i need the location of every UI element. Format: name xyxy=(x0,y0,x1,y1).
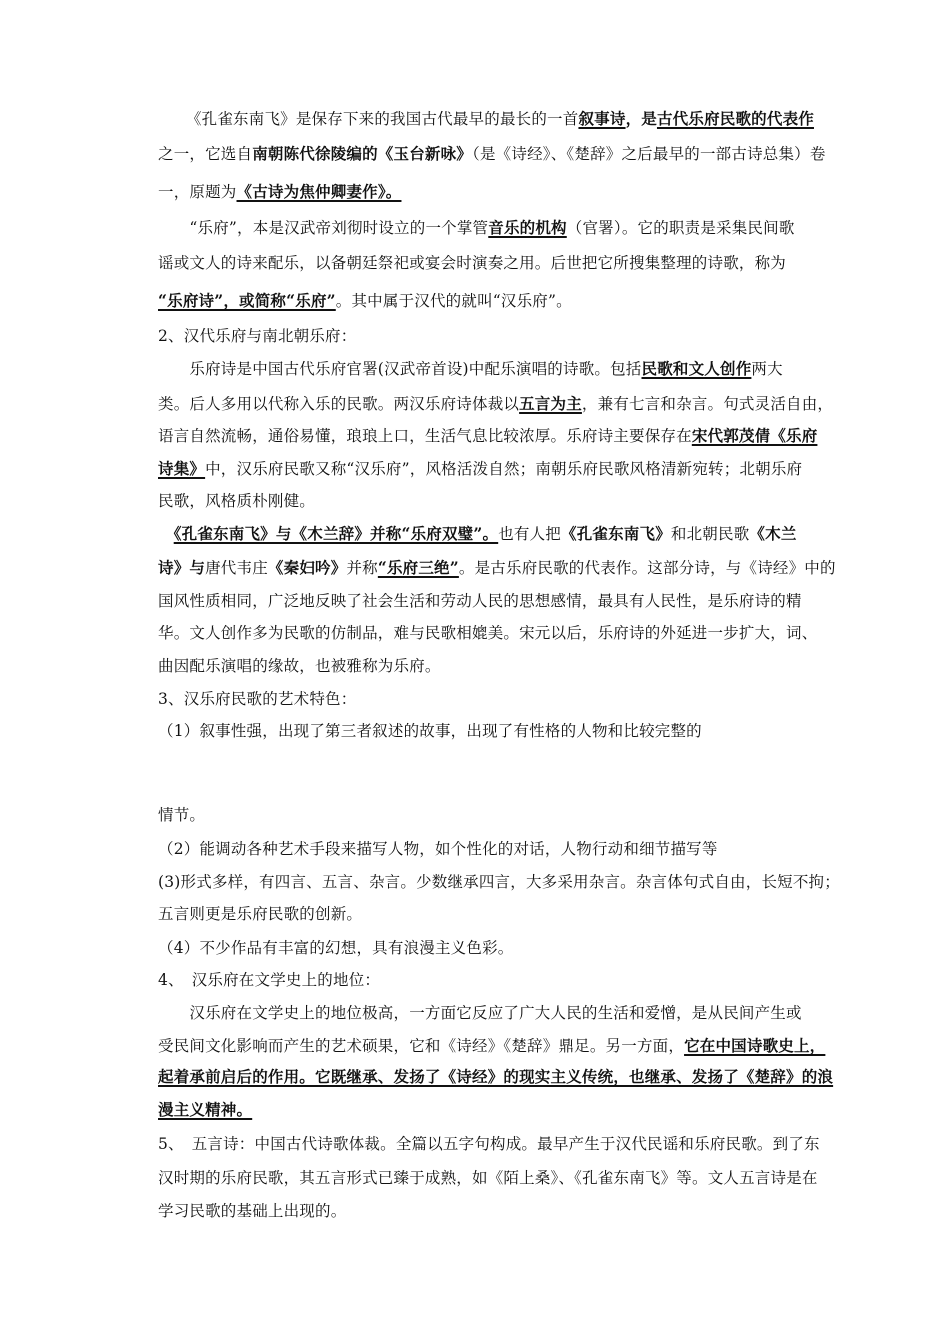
text-run: 《古诗为焦仲卿妻作》。 xyxy=(236,182,402,201)
text-run xyxy=(158,525,174,543)
text-line xyxy=(158,325,356,347)
text-run: （官署）。它的职责是采集民间歌 xyxy=(566,219,795,237)
text-run: 宋代郭茂倩《乐府 xyxy=(691,426,818,445)
text-run: 。是古乐府民歌的代表作。这部分诗，与《诗经》中的 xyxy=(458,559,836,577)
text-run: ，兼有七言和杂言。句式灵活自由， xyxy=(581,395,834,413)
text-run: 4、 汉乐府在文学史上的地位： xyxy=(158,971,381,989)
text-line xyxy=(158,290,572,312)
text-line xyxy=(158,804,205,826)
text-run: 古代乐府民歌的代表作 xyxy=(656,109,814,128)
text-run: 之一，它选自 xyxy=(158,145,253,163)
text-run: 3、汉乐府民歌的艺术特色： xyxy=(158,690,357,708)
text-line xyxy=(158,1066,833,1088)
text-run: 诗》与 xyxy=(158,558,206,577)
text-run: 学习民歌的基础上出现的。 xyxy=(158,1202,347,1220)
text-run: 音乐的机构 xyxy=(488,218,567,237)
text-line xyxy=(158,458,802,480)
text-run: （4）不少作品有丰富的幻想，具有浪漫主义色彩。 xyxy=(158,939,514,957)
text-line xyxy=(158,523,797,545)
text-line xyxy=(158,1002,802,1024)
text-run: 五言则更是乐府民歌的创新。 xyxy=(158,905,363,923)
text-run: 曲因配乐演唱的缘故，也被雅称为乐府。 xyxy=(158,657,441,675)
text-run: 《秦妇吟》 xyxy=(267,558,347,577)
text-run: “乐府三绝” xyxy=(377,558,459,577)
text-run: 5、 五言诗：中国古代诗歌体裁。全篇以五字句构成。最早产生于汉代民谣和乐府民歌。到了东 xyxy=(158,1135,820,1153)
text-line xyxy=(158,181,401,203)
text-line xyxy=(158,217,795,239)
text-run: 一，原题为 xyxy=(158,183,237,201)
text-run: 《孔雀东南飞》与《木兰辞》并称“乐府双璧”。 xyxy=(173,524,499,543)
text-run: 谣或文人的诗来配乐，以备朝廷祭祀或宴会时演奏之用。后世把它所搜集整理的诗歌，称为 xyxy=(158,254,787,272)
text-run: 诗集》 xyxy=(158,459,206,478)
text-run: 南朝陈代徐陵编的《玉台新咏》 xyxy=(252,144,473,163)
text-line xyxy=(158,393,833,415)
text-line xyxy=(158,590,802,612)
text-line xyxy=(178,108,814,130)
text-run: 汉乐府在文学史上的地位极高，一方面它反应了广大人民的生活和爱憎，是从民间产生或 xyxy=(158,1004,802,1022)
text-line xyxy=(158,903,362,925)
text-run: 《木兰 xyxy=(749,524,797,543)
text-run: 五言为主 xyxy=(519,394,582,413)
text-run: （2）能调动各种艺术手段来描写人物，如个性化的对话，人物行动和细节描写等 xyxy=(158,840,718,858)
text-run: 也有人把 xyxy=(498,525,561,543)
text-run: 两大 xyxy=(751,360,783,378)
text-line xyxy=(158,143,826,165)
text-run: 中，汉乐府民歌又称“汉乐府”，风格活泼自然；南朝乐府民歌风格清新宛转；北朝乐府 xyxy=(205,460,803,478)
text-line xyxy=(158,425,817,447)
text-line xyxy=(158,655,441,677)
text-run: 《孔雀东南飞》是保存下来的我国古代最早的最长的一首 xyxy=(178,110,579,128)
text-run: 乐府诗是中国古代乐府官署(汉武帝首设)中配乐演唱的诗歌。包括 xyxy=(158,360,642,378)
text-line xyxy=(158,969,380,991)
text-run: 起着承前启后的作用。它既继承、发扬了《诗经》的现实主义传统，也继承、发扬了《楚辞》的浪 xyxy=(158,1067,834,1086)
text-run: 和北朝民歌 xyxy=(670,525,750,543)
text-run: 2、汉代乐府与南北朝乐府： xyxy=(158,327,357,345)
text-run: 语言自然流畅，通俗易懂，琅琅上口，生活气息比较浓厚。乐府诗主要保存在 xyxy=(158,427,692,445)
text-run: 漫主义精神。 xyxy=(158,1100,253,1119)
text-run: 叙事诗 xyxy=(578,109,626,128)
text-line xyxy=(158,1167,818,1189)
text-run: 汉时期的乐府民歌，其五言形式已臻于成熟，如《陌上桑》、《孔雀东南飞》等。文人五言诗是在 xyxy=(158,1169,818,1187)
text-line xyxy=(158,838,718,860)
text-line xyxy=(158,252,786,274)
text-run: 民歌和文人创作 xyxy=(641,359,752,378)
text-run: (3)形式多样，有四言、五言、杂言。少数继承四言，大多采用杂言。杂言体句式自由，长短不拘； xyxy=(158,873,840,891)
text-run: 民歌，风格质朴刚健。 xyxy=(158,492,316,510)
text-line xyxy=(158,871,840,893)
text-run: “乐府”，本是汉武帝刘彻时设立的一个掌管 xyxy=(158,219,489,237)
text-run: 它在中国诗歌史上， xyxy=(684,1036,826,1055)
text-line xyxy=(158,358,783,380)
text-run: 华。文人创作多为民歌的仿制品，难与民歌相媲美。宋元以后，乐府诗的外延进一步扩大，词、 xyxy=(158,624,818,642)
text-run: 国风性质相同，广泛地反映了社会生活和劳动人民的思想感情，最具有人民性，是乐府诗的精 xyxy=(158,592,802,610)
text-line xyxy=(158,622,817,644)
text-run: 并称 xyxy=(346,559,378,577)
text-run: （是《诗经》、《楚辞》之后最早的一部古诗总集）卷 xyxy=(472,145,826,163)
text-run: （1）叙事性强，出现了第三者叙述的故事，出现了有性格的人物和比较完整的 xyxy=(158,722,702,740)
text-run: 《孔雀东南飞》 xyxy=(561,524,671,543)
text-line xyxy=(158,688,356,710)
text-line xyxy=(158,1035,825,1057)
text-run: 类。后人多用以代称入乐的民歌。两汉乐府诗体裁以 xyxy=(158,395,520,413)
text-line xyxy=(158,1200,346,1222)
text-line xyxy=(158,557,836,579)
text-line xyxy=(158,937,513,959)
text-run: “乐府诗”，或简称“乐府” xyxy=(158,291,336,310)
text-line xyxy=(158,490,315,512)
text-line xyxy=(158,1099,252,1121)
text-run: 唐代韦庄 xyxy=(205,559,268,577)
text-line xyxy=(158,1133,820,1155)
text-run: 。其中属于汉代的就叫“汉乐府”。 xyxy=(335,292,572,310)
text-run: 情节。 xyxy=(158,806,206,824)
text-run: ，是 xyxy=(625,109,657,128)
text-line xyxy=(158,720,702,742)
text-run: 受民间文化影响而产生的艺术硕果，它和《诗经》《楚辞》鼎足。另一方面， xyxy=(158,1037,685,1055)
